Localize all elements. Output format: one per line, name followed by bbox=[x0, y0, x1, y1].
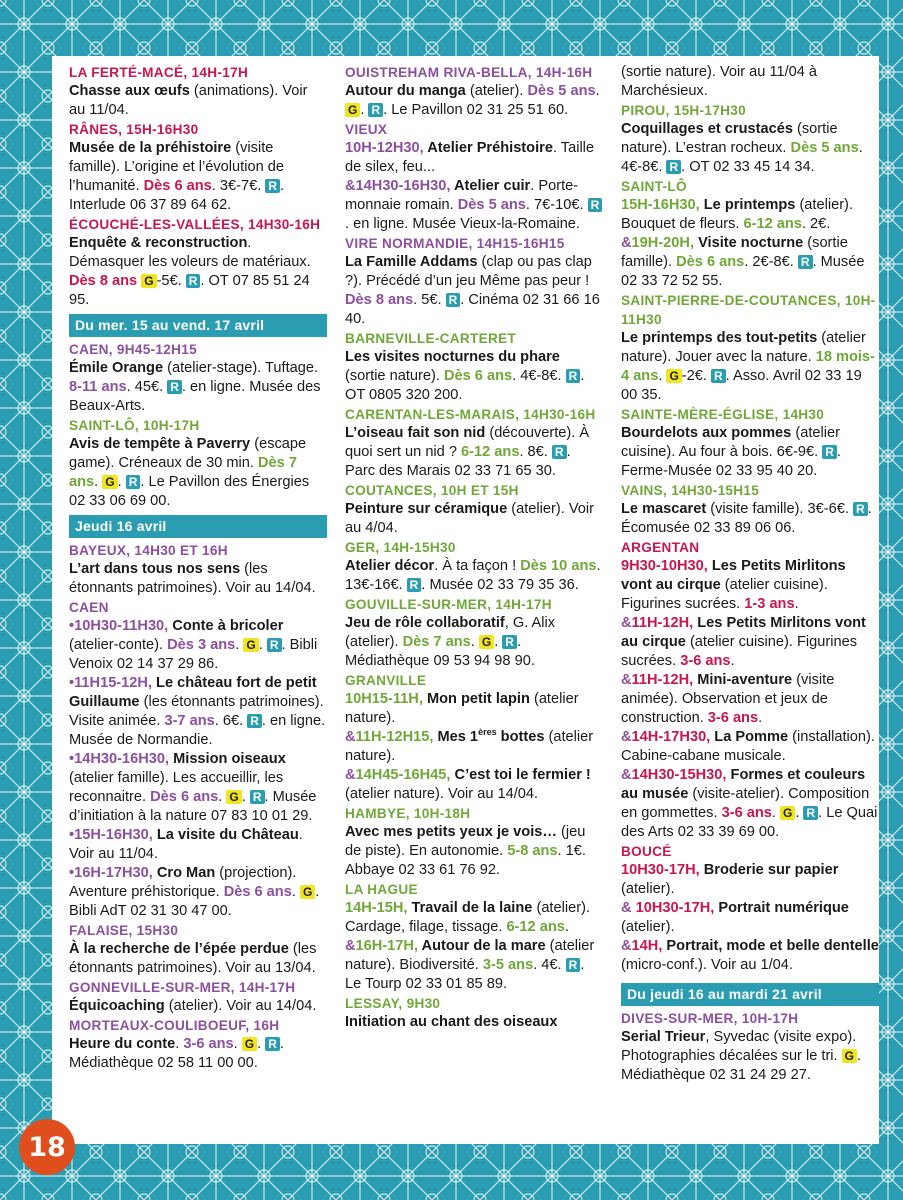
city-heading: CAEN, 9H45-12H15 bbox=[69, 342, 197, 357]
city-heading: GRANVILLE bbox=[345, 673, 427, 688]
g-badge-icon: G bbox=[226, 790, 241, 804]
r-badge-icon: R bbox=[167, 380, 182, 394]
event-entry: Jeu de rôle collaboratif, G. Alix (atelier). Dès 7 ans. G . R . Médiathèque 09 53 94 98 90. bbox=[345, 615, 556, 669]
event-entry: &14H45-16H45, C’est toi le fermier ! (atelier nature). Voir au 14/04. bbox=[345, 767, 591, 802]
city-heading: GONNEVILLE-SUR-MER, 14H-17H bbox=[69, 980, 296, 995]
city-heading: RÂNES, 15H-16H30 bbox=[69, 122, 199, 137]
g-badge-icon: G bbox=[345, 103, 360, 117]
g-badge-icon: G bbox=[242, 1037, 257, 1051]
event-entry: Serial Trieur, Syvedac (visite expo). Photographies décalées sur le tri. G . Médiathèque 02 31 24 29 27. bbox=[621, 1029, 862, 1083]
g-badge-icon: G bbox=[666, 369, 681, 383]
r-badge-icon: R bbox=[711, 369, 726, 383]
g-badge-icon: G bbox=[479, 635, 494, 649]
event-entry: Le printemps des tout-petits (atelier nature). Jouer avec la nature. 18 mois-4 ans. G -2€. R . Asso. Avril 02 33 19 00 35. bbox=[621, 330, 875, 403]
event-entry: &11H-12H, Mini-aventure (visite animée). Observation et jeux de construction. 3-6 ans. bbox=[621, 672, 835, 726]
city-heading: LESSAY, 9H30 bbox=[345, 996, 441, 1011]
event-entry: &14H30-16H30, Atelier cuir. Porte-monnaie romain. Dès 5 ans. 7€-10€. R. en ligne. Musée Vieux-la-Romaine. bbox=[345, 177, 603, 234]
r-badge-icon: R bbox=[588, 198, 603, 212]
r-badge-icon: R bbox=[798, 255, 813, 269]
event-entry: L’oiseau fait son nid (découverte). À quoi sert un nid ? 6-12 ans. 8€. R . Parc des Marais 02 33 71 65 30. bbox=[345, 425, 590, 479]
r-badge-icon: R bbox=[566, 958, 581, 972]
city-heading: LA FERTÉ-MACÉ, 14H-17H bbox=[69, 65, 249, 80]
event-entry: Les visites nocturnes du phare (sortie nature). Dès 6 ans. 4€-8€. R . OT 0805 320 200. bbox=[345, 349, 585, 403]
city-heading: COUTANCES, 10H ET 15H bbox=[345, 483, 519, 498]
city-heading: VIRE NORMANDIE, 14H15-16H15 bbox=[345, 236, 565, 251]
city-heading: GOUVILLE-SUR-MER, 14H-17H bbox=[345, 597, 552, 612]
city-heading: SAINT-LÔ, 10H-17H bbox=[69, 418, 200, 433]
city-heading: PIROU, 15H-17H30 bbox=[621, 103, 746, 118]
event-entry: •11H15-12H, Le château fort de petit Guillaume (les étonnants patrimoines). Visite animée. 3-7 ans. 6€. R . en ligne. Musée de Normandie. bbox=[69, 675, 326, 748]
city-heading: BARNEVILLE-CARTERET bbox=[345, 331, 517, 346]
event-entry: Peinture sur céramique (atelier). Voir au 4/04. bbox=[345, 501, 594, 536]
date-header: Du mer. 15 au vend. 17 avril bbox=[69, 314, 327, 337]
city-heading: LA HAGUE bbox=[345, 882, 418, 897]
event-entry: 10H15-11H, Mon petit lapin (atelier nature). bbox=[345, 691, 579, 726]
city-heading: DIVES-SUR-MER, 10H-17H bbox=[621, 1011, 799, 1026]
column-1 bbox=[69, 63, 327, 1073]
event-entry: Le mascaret (visite famille). 3€-6€. R . Écomusée 02 33 89 06 06. bbox=[621, 501, 872, 536]
r-badge-icon: R bbox=[267, 638, 282, 652]
r-badge-icon: R bbox=[247, 714, 262, 728]
event-entry: Enquête & reconstruction. Démasquer les voleurs de matériaux. Dès 8 ans G -5€. R . OT 07 85 51 24 95. bbox=[69, 235, 311, 308]
event-entry: Équicoaching (atelier). Voir au 14/04. bbox=[69, 998, 317, 1014]
event-entry: Atelier décor. À ta façon ! Dès 10 ans. 13€-16€. R . Musée 02 33 79 35 36. bbox=[345, 558, 601, 593]
page-number: 18 bbox=[19, 1119, 75, 1175]
event-entry: Avis de tempête à Paverry (escape game). Créneaux de 30 min. Dès 7 ans. G . R . Le Pavillon des Énergies 02 33 06 69 00. bbox=[69, 436, 310, 509]
event-entry: 10H30-17H, Broderie sur papier (atelier). bbox=[621, 862, 839, 897]
r-badge-icon: R bbox=[552, 445, 567, 459]
g-badge-icon: G bbox=[300, 885, 315, 899]
event-entry: L’art dans tous nos sens (les étonnants patrimoines). Voir au 14/04. bbox=[69, 561, 316, 596]
event-entry: Autour du manga (atelier). Dès 5 ans. G . R . Le Pavillon 02 31 25 51 60. bbox=[345, 83, 600, 118]
city-heading: CAEN bbox=[69, 600, 109, 615]
city-heading: BOUCÉ bbox=[621, 844, 672, 859]
g-badge-icon: G bbox=[243, 638, 258, 652]
event-entry: Chasse aux œufs (animations). Voir au 11/04. bbox=[69, 83, 308, 118]
event-entry: Avec mes petits yeux je vois… (jeu de piste). En autonomie. 5-8 ans. 1€. Abbaye 02 33 61 76 92. bbox=[345, 824, 586, 878]
city-heading: ÉCOUCHÉ-LES-VALLÉES, 14H30-16H bbox=[69, 217, 321, 232]
city-heading: MORTEAUX-COULIBOEUF, 16H bbox=[69, 1018, 280, 1033]
g-badge-icon: G bbox=[842, 1049, 857, 1063]
r-badge-icon: R bbox=[265, 179, 280, 193]
event-entry: Bourdelots aux pommes (atelier cuisine). Au four à bois. 6€-9€. R . Ferme-Musée 02 33 95 40 20. bbox=[621, 425, 841, 479]
date-header: Du jeudi 16 au mardi 21 avril bbox=[621, 983, 879, 1006]
city-heading: HAMBYE, 10H-18H bbox=[345, 806, 471, 821]
event-entry: 9H30-10H30, Les Petits Mirlitons vont au cirque (atelier cuisine). Figurines sucrées. 1-3 ans. bbox=[621, 558, 846, 612]
event-entry: &16H-17H, Autour de la mare (atelier nature). Biodiversité. 3-5 ans. 4€. R . Le Tourp 02 33 01 85 89. bbox=[345, 938, 595, 992]
r-badge-icon: R bbox=[126, 475, 141, 489]
city-heading: OUISTREHAM RIVA-BELLA, 14H-16H bbox=[345, 65, 593, 80]
event-entry: •10H30-11H30, Conte à bricoler (atelier-conte). Dès 3 ans. G . R . Bibli Venoix 02 14 37 29 86. bbox=[69, 618, 318, 672]
city-heading: SAINTE-MÈRE-ÉGLISE, 14H30 bbox=[621, 407, 825, 422]
event-entry: La Famille Addams (clap ou pas clap ?). Précédé d’un jeu Même pas peur ! Dès 8 ans. 5€. R . Cinéma 02 31 66 16 40. bbox=[345, 254, 600, 327]
event-entry: Musée de la préhistoire (visite famille). L’origine et l’évolution de l’humanité. Dès 6 ans. 3€-7€. R . Interlude 06 37 89 64 62. bbox=[69, 140, 285, 213]
event-entry: 15H-16H30, Le printemps (atelier). Bouquet de fleurs. 6-12 ans. 2€. bbox=[621, 197, 853, 232]
event-entry: Initiation au chant des oiseaux bbox=[345, 1014, 558, 1030]
city-heading: FALAISE, 15H30 bbox=[69, 923, 179, 938]
r-badge-icon: R bbox=[803, 806, 818, 820]
g-badge-icon: G bbox=[102, 475, 117, 489]
city-heading: SAINT-LÔ bbox=[621, 179, 687, 194]
city-heading: SAINT-PIERRE-DE-COUTANCES, 10H-11H30 bbox=[621, 293, 876, 327]
r-badge-icon: R bbox=[250, 790, 265, 804]
city-heading: BAYEUX, 14H30 ET 16H bbox=[69, 543, 228, 558]
city-heading: VAINS, 14H30-15H15 bbox=[621, 483, 760, 498]
event-entry: & 10H30-17H, Portrait numérique (atelier). bbox=[621, 900, 849, 935]
event-entry: (sortie nature). Voir au 11/04 à Marchésieux. bbox=[621, 64, 818, 99]
r-badge-icon: R bbox=[853, 502, 868, 516]
event-entry: &11H-12H15, Mes 1ères bottes (atelier nature). bbox=[345, 727, 594, 764]
g-badge-icon: G bbox=[780, 806, 795, 820]
city-heading: CARENTAN-LES-MARAIS, 14H30-16H bbox=[345, 407, 596, 422]
column-3 bbox=[621, 63, 879, 1085]
r-badge-icon: R bbox=[186, 274, 201, 288]
r-badge-icon: R bbox=[566, 369, 581, 383]
event-entry: &14H, Portrait, mode et belle dentelle (micro-conf.). Voir au 1/04. bbox=[621, 938, 879, 973]
event-entry: &14H30-15H30, Formes et couleurs au musée (visite-atelier). Composition en gommettes. 3-6 ans. G . R . Le Quai des Arts 02 33 39 69 00. bbox=[621, 767, 878, 840]
r-badge-icon: R bbox=[502, 635, 517, 649]
r-badge-icon: R bbox=[368, 103, 383, 117]
event-entry: &14H-17H30, La Pomme (installation). Cabine-cabane musicale. bbox=[621, 729, 875, 764]
column-2 bbox=[345, 63, 603, 1032]
event-entry: 14H-15H, Travail de la laine (atelier). Cardage, filage, tissage. 6-12 ans. bbox=[345, 900, 590, 935]
event-entry: •16H-17H30, Cro Man (projection). Aventure préhistorique. Dès 6 ans. G . Bibli AdT 02 31 30 47 00. bbox=[69, 865, 320, 919]
event-entry: •15H-16H30, La visite du Château. Voir au 11/04. bbox=[69, 827, 303, 862]
event-entry: 10H-12H30, Atelier Préhistoire. Taille de silex, feu... bbox=[345, 140, 595, 175]
date-header: Jeudi 16 avril bbox=[69, 515, 327, 538]
event-entry: Coquillages et crustacés (sortie nature). L’estran rocheux. Dès 5 ans. 4€-8€. R . OT 02 33 45 14 34. bbox=[621, 121, 863, 175]
city-heading: GER, 14H-15H30 bbox=[345, 540, 456, 555]
event-entry: •14H30-16H30, Mission oiseaux (atelier famille). Les accueillir, les reconnaitre. Dès 6 ans. G . R . Musée d’initiation à la nature 07 83 10 01 29. bbox=[69, 751, 317, 824]
city-heading: VIEUX bbox=[345, 122, 388, 137]
event-entry: &19H-20H, Visite nocturne (sortie famille). Dès 6 ans. 2€-8€. R . Musée 02 33 72 52 55. bbox=[621, 235, 865, 289]
event-entry: &11H-12H, Les Petits Mirlitons vont au cirque (atelier cuisine). Figurines sucrées. 3-6 ans. bbox=[621, 615, 866, 669]
r-badge-icon: R bbox=[822, 445, 837, 459]
event-entry: Heure du conte. 3-6 ans. G . R . Médiathèque 02 58 11 00 00. bbox=[69, 1036, 284, 1071]
r-badge-icon: R bbox=[265, 1037, 280, 1051]
g-badge-icon: G bbox=[141, 274, 156, 288]
event-entry: À la recherche de l’épée perdue (les étonnants patrimoines). Voir au 13/04. bbox=[69, 941, 317, 976]
r-badge-icon: R bbox=[446, 293, 461, 307]
r-badge-icon: R bbox=[407, 578, 422, 592]
city-heading: ARGENTAN bbox=[621, 540, 700, 555]
r-badge-icon: R bbox=[666, 160, 681, 174]
event-entry: Émile Orange (atelier-stage). Tuftage. 8-11 ans. 45€. R . en ligne. Musée des Beaux-Arts. bbox=[69, 360, 321, 414]
